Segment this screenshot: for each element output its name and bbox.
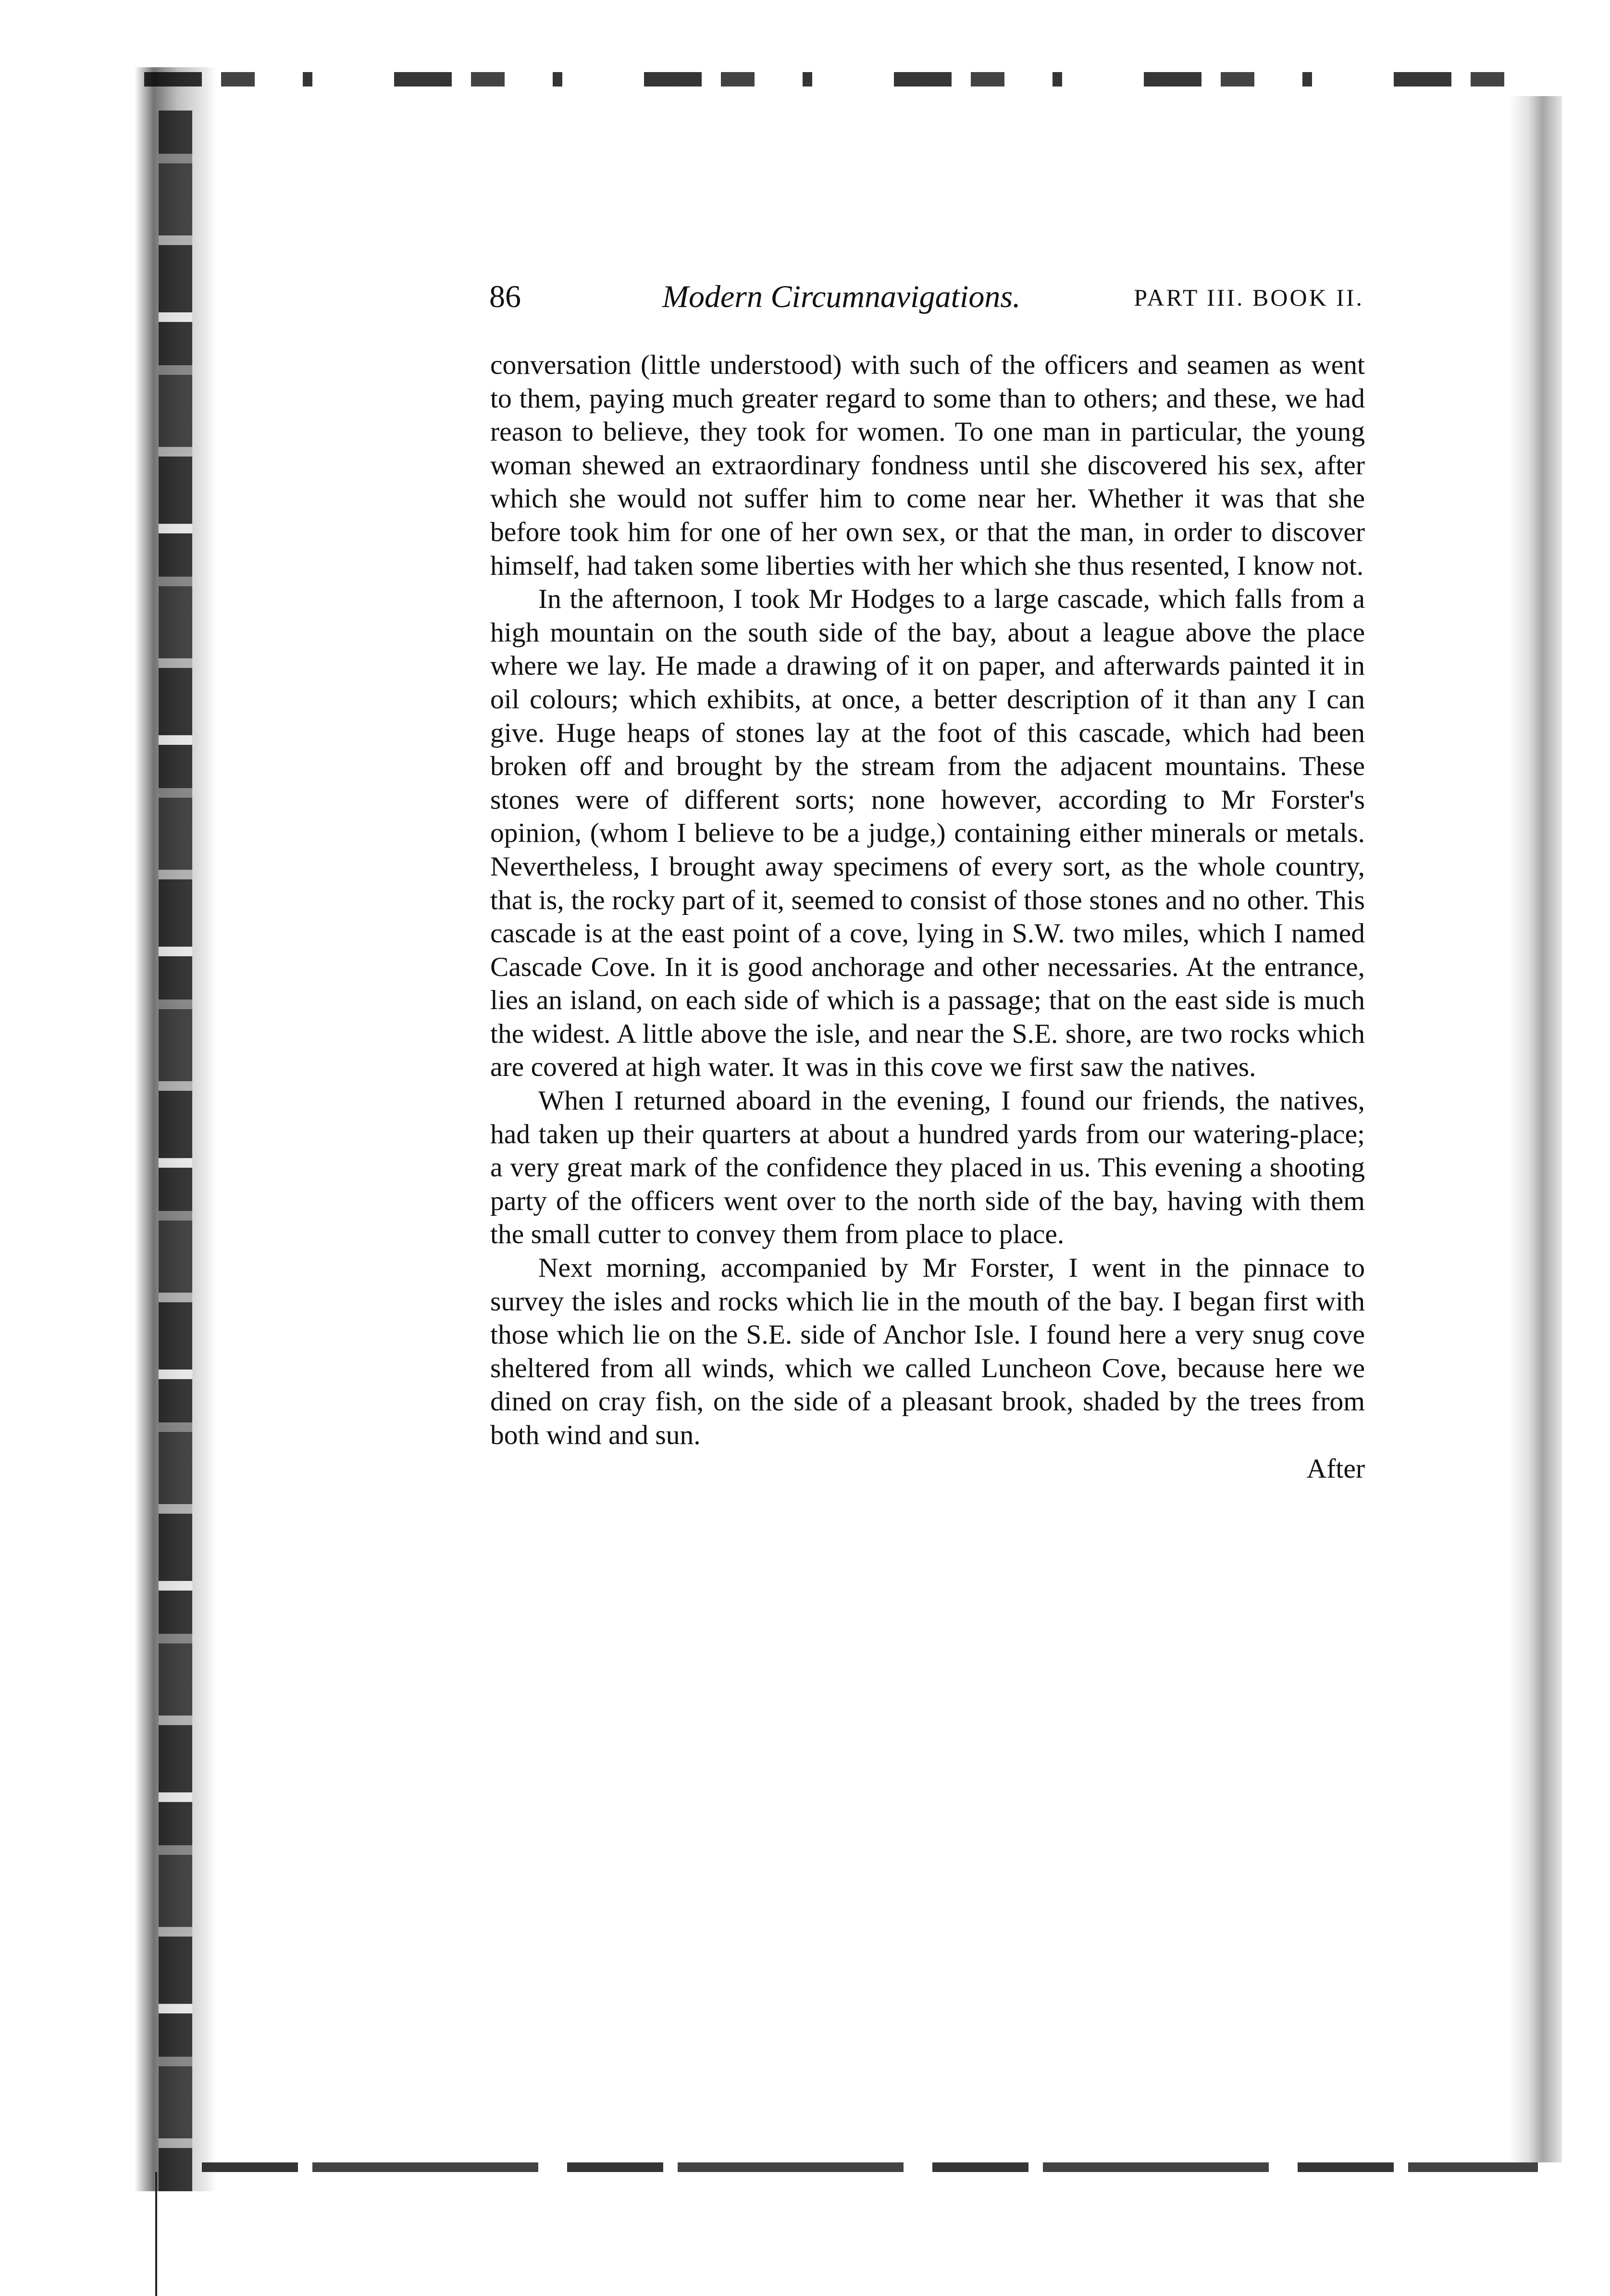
scan-line bbox=[155, 2172, 157, 2296]
running-title: Modern Circumnavigations. bbox=[662, 279, 1021, 314]
catchword: After bbox=[1306, 1453, 1365, 1484]
paragraph-cascade: In the afternoon, I took Mr Hodges to a large cascade, which falls from a high mountain on the south side of the bay, about a league above the place where we lay. He made a drawing of it on paper, and afterwards painted it in oil colours; which exhibits, at once, a better description of it than any I can give. Huge heaps of stones lay at the foot of this cascade, which had been broken off and brought by the stream from the adjacent mountains. These stones were of different sorts; none however, according to Mr Forster's opinion, (whom I believe to be a judge,) containing either minerals or metals. Nevertheless, I brought away specimens of every sort, as the whole country, that is, the rocky part of it, seemed to consist of those stones and no other. This cascade is at the east point of a cove, lying in S.W. two miles, which I named Cascade Cove. In it is good anchorage and other necessaries. At the entrance, lies an island, on each side of which is a passage; that on the east side is much the widest. A little above the isle, and near the S.E. shore, are two rocks which are covered at high water. It was in this cove we first saw the natives. bbox=[490, 584, 1365, 1083]
section-label: PART III. BOOK II. bbox=[1134, 284, 1364, 311]
running-head bbox=[489, 274, 1364, 317]
paragraph-continued: conversation (little understood) with such of the officers and seamen as went to them, paying much greater regard to some than to others; and these, we had reason to believe, they took for women. To one man in particular, the young woman shewed an extraordinary fondness until she discovered his sex, after which she would not suffer him to come near her. Whether it was that she before took him for one of her own sex, or that the man, in order to discover himself, had taken some liberties with her which she thus resented, I know not. bbox=[490, 350, 1365, 581]
scan-edge-top bbox=[144, 72, 1538, 86]
paragraph-next-morning: Next morning, accompanied by Mr Forster, I went in the pinnace to survey the isles and rocks which lie in the mouth of the bay. I began first with those which lie on the S.E. side of Anchor Isle. I found here a very snug cove sheltered from all winds, which we called Luncheon Cove, because here we dined on cray fish, on the side of a pleasant brook, shaded by the trees from both wind and sun. bbox=[490, 1253, 1365, 1450]
page-number: 86 bbox=[489, 279, 521, 314]
paragraph-evening: When I returned aboard in the evening, I found our friends, the natives, had taken up their quarters at about a hundred yards from our watering-place; a very great mark of the confidence they placed in us. This evening a shooting party of the officers went over to the north side of the bay, having with them the small cutter to convey them from place to place. bbox=[490, 1086, 1365, 1250]
body-text bbox=[490, 348, 1365, 1485]
scan-edge-bottom bbox=[202, 2162, 1538, 2172]
scan-binding-left bbox=[159, 111, 192, 2191]
scan-shadow-right bbox=[1509, 96, 1562, 2162]
